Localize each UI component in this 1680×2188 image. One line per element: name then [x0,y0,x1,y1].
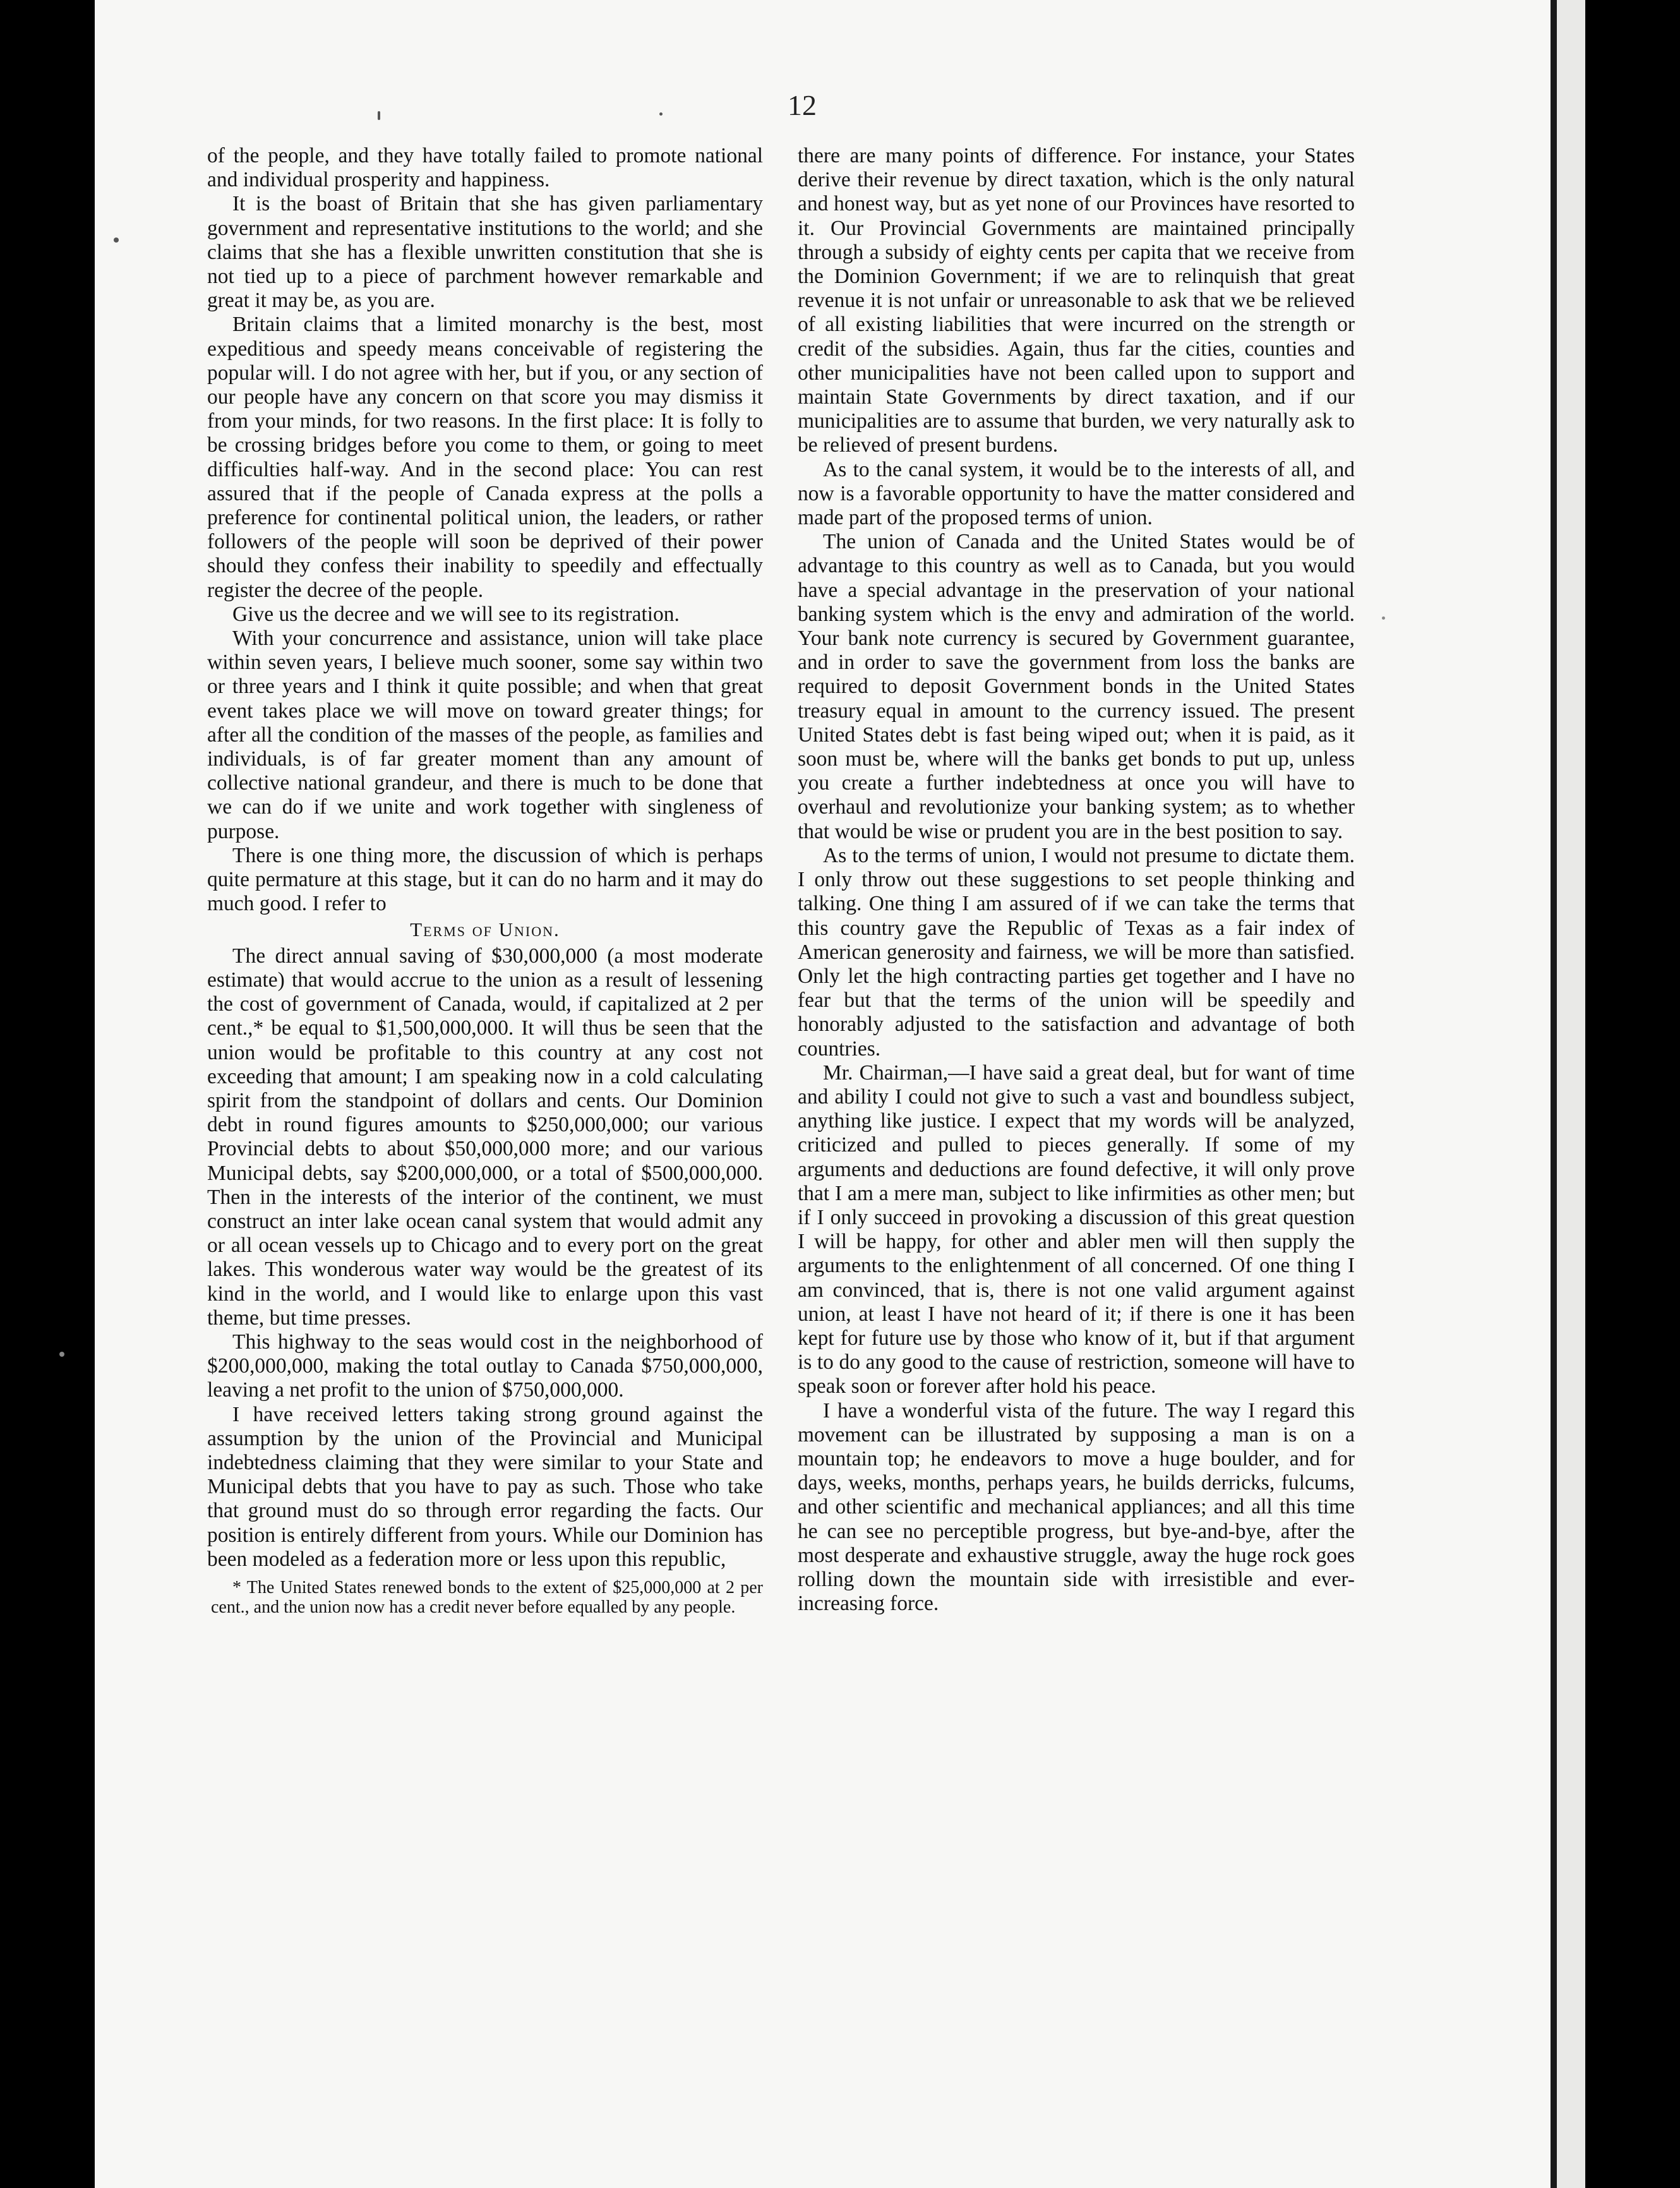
paragraph: The direct annual saving of $30,000,000 (a most moderate estimate) that would accrue to the union as a result of lessening the cost of government of Canada, would, if capitalized at 2 per cent.,* be equal to $1,500,000,000. It will thus be seen that the union would be profitable to this country at any cost not exceeding that amount; I am speaking now in a cold calculating spirit from the standpoint of dollars and cents. Our Dominion debt in round figures amounts to $250,000,000; our various Provincial debts to about $50,000,000 more; and our various Municipal debts, say $200,000,000, or a total of $500,000,000. Then in the interests of the interior of the continent, we must construct an inter lake ocean canal system that would admit any or all ocean vessels up to Chicago and to every port on the great lakes. This wonderous water way would be the greatest of its kind in the world, and I would like to enlarge upon this vast theme, but time presses. [207,944,763,1330]
footnote-text: * The United States renewed bonds to the extent of $25,000,000 at 2 per cent., and the union now has a credit never before equalled by any people. [211,1577,763,1617]
paragraph: There is one thing more, the discussion of which is perhaps quite permature at this stage, but it can do no harm and it may do much good. I refer to [207,843,763,916]
paragraph: I have a wonderful vista of the future. The way I regard this movement can be illustrated by supposing a man is on a mountain top; he endeavors to move a huge boulder, and for days, weeks, months, perhaps years, he builds derricks, fulcums, and other scientific and mechanical appliances; and all this time he can see no perceptible progress, but bye-and-bye, after the most desperate and exhaustive struggle, away the huge rock goes rolling down the mountain side with irresistible and ever-increasing force. [798,1398,1355,1616]
paragraph: As to the canal system, it would be to the interests of all, and now is a favorable opportunity to have the matter considered and made part of the proposed terms of union. [798,457,1355,530]
scan-speck [378,111,380,120]
scan-speck [114,237,119,243]
scan-speck [59,1352,64,1357]
page-edge-line [1551,0,1557,2188]
scan-border-left [0,0,95,2188]
paragraph: Give us the decree and we will see to its registration. [232,602,680,626]
paragraph: Mr. Chairman,—I have said a great deal, but for want of time and ability I could not give to such a vast and boundless subject, anything like justice. I expect that my words will be analyzed, criticized and pulled to pieces generally. If some of my arguments and deductions are found defective, it will only prove that I am a mere man, subject to like infirmities as other men; but if I only succeed in provoking a discussion of this great question I will be happy, for other and abler men will then supply the arguments to the enlightenment of all concerned. Of one thing I am convinced, that is, there is not one valid argument against union, at least I have not heard of it; if there is one it has been kept for future use by those who know of it, but if that argument is to do any good to the cause of restriction, someone will have to speak soon or forever after hold his peace. [798,1061,1355,1398]
page-number: 12 [788,89,817,121]
footnote [207,1578,763,1617]
paragraph: With your concurrence and assistance, union will take place within seven years, I believe much sooner, some say within two or three years and I think it quite possible; and when that great event takes place we will move on toward greater things; for after all the condition of the masses of the people, as families and individuals, is of far greater moment than any amount of collective national grandeur, and there is much to be done that we can do if we unite and work together with singleness of purpose. [207,627,763,843]
scan-speck [1382,616,1385,620]
left-column [207,144,763,1617]
paragraph: The union of Canada and the United States would be of advantage to this country as well as to Canada, but you would have a special advantage in the preservation of your national banking system which is the envy and admiration of the world. Your bank note currency is secured by Government guarantee, and in order to save the government from loss the banks are required to deposit Government bonds in the United States treasury equal in amount to the currency issued. The present United States debt is fast being wiped out; when it is paid, as it soon must be, where will the banks get bonds to put up, unless you create a further indebtedness at once you will have to overhaul and revolutionize your banking system; as to whether that would be wise or prudent you are in the best position to say. [798,530,1355,843]
page-edge-shadow [1557,0,1585,2188]
paragraph: Britain claims that a limited monarchy is the best, most expeditious and speedy means conceivable of registering the popular will. I do not agree with her, but if you, or any section of our people have any concern on that score you may dismiss it from your minds, for two reasons. In the first place: It is folly to be crossing bridges before you come to them, or going to meet difficulties half-way. And in the second place: You can rest assured that if the people of Canada express at the polls a preference for continental political union, the leaders, or rather followers of the people will soon be deprived of their power should they confess their inability to speedily and effectually register the decree of the people. [207,313,763,602]
scan-speck [659,112,663,116]
paragraph: As to the terms of union, I would not presume to dictate them. I only throw out these suggestions to set people thinking and talking. One thing I am assured of if we can take the terms that this country gave the Republic of Texas as a fair index of American generosity and fairness, we will be more than satisfied. Only let the high contracting parties get together and I have no fear but that the terms of the union will be speedily and honorably adjusted to the satisfaction and advantage of both countries. [798,843,1355,1061]
right-column [798,144,1355,1616]
paragraph: of the people, and they have totally failed to promote national and individual prosperity and happiness. [207,144,763,192]
section-heading: Terms of Union. [410,918,560,941]
paragraph: there are many points of difference. For instance, your States derive their revenue by direct taxation, which is the only natural and honest way, but as yet none of our Provinces have resorted to it. Our Provincial Governments are maintained principally through a subsidy of eighty cents per capita that we receive from the Dominion Government; if we are to relinquish that great revenue it is not unfair or unreasonable to ask that we be relieved of all existing liabilities that were incurred on the strength or credit of the subsidies. Again, thus far the cities, counties and other municipalities have not been called upon to support and maintain State Governments by direct taxation, and if our municipalities are to assume that burden, we very naturally ask to be relieved of present burdens. [798,144,1355,457]
paragraph: It is the boast of Britain that she has given parliamentary government and representative institutions to the world; and she claims that she has a flexible unwritten constitution that she is not tied up to a piece of parchment however remarkable and great it may be, as you are. [207,192,763,313]
paragraph: I have received letters taking strong ground against the assumption by the union of the Provincial and Municipal indebtedness claiming that they were similar to your State and Municipal debts that you have to pay as such. Those who take that ground must do so through error regarding the facts. Our position is entirely different from yours. While our Dominion has been modeled as a federation more or less upon this republic, [207,1402,763,1571]
paragraph: This highway to the seas would cost in the neighborhood of $200,000,000, making the total outlay to Canada $750,000,000, leaving a net profit to the union of $750,000,000. [207,1330,763,1402]
scan-border-right [1585,0,1680,2188]
